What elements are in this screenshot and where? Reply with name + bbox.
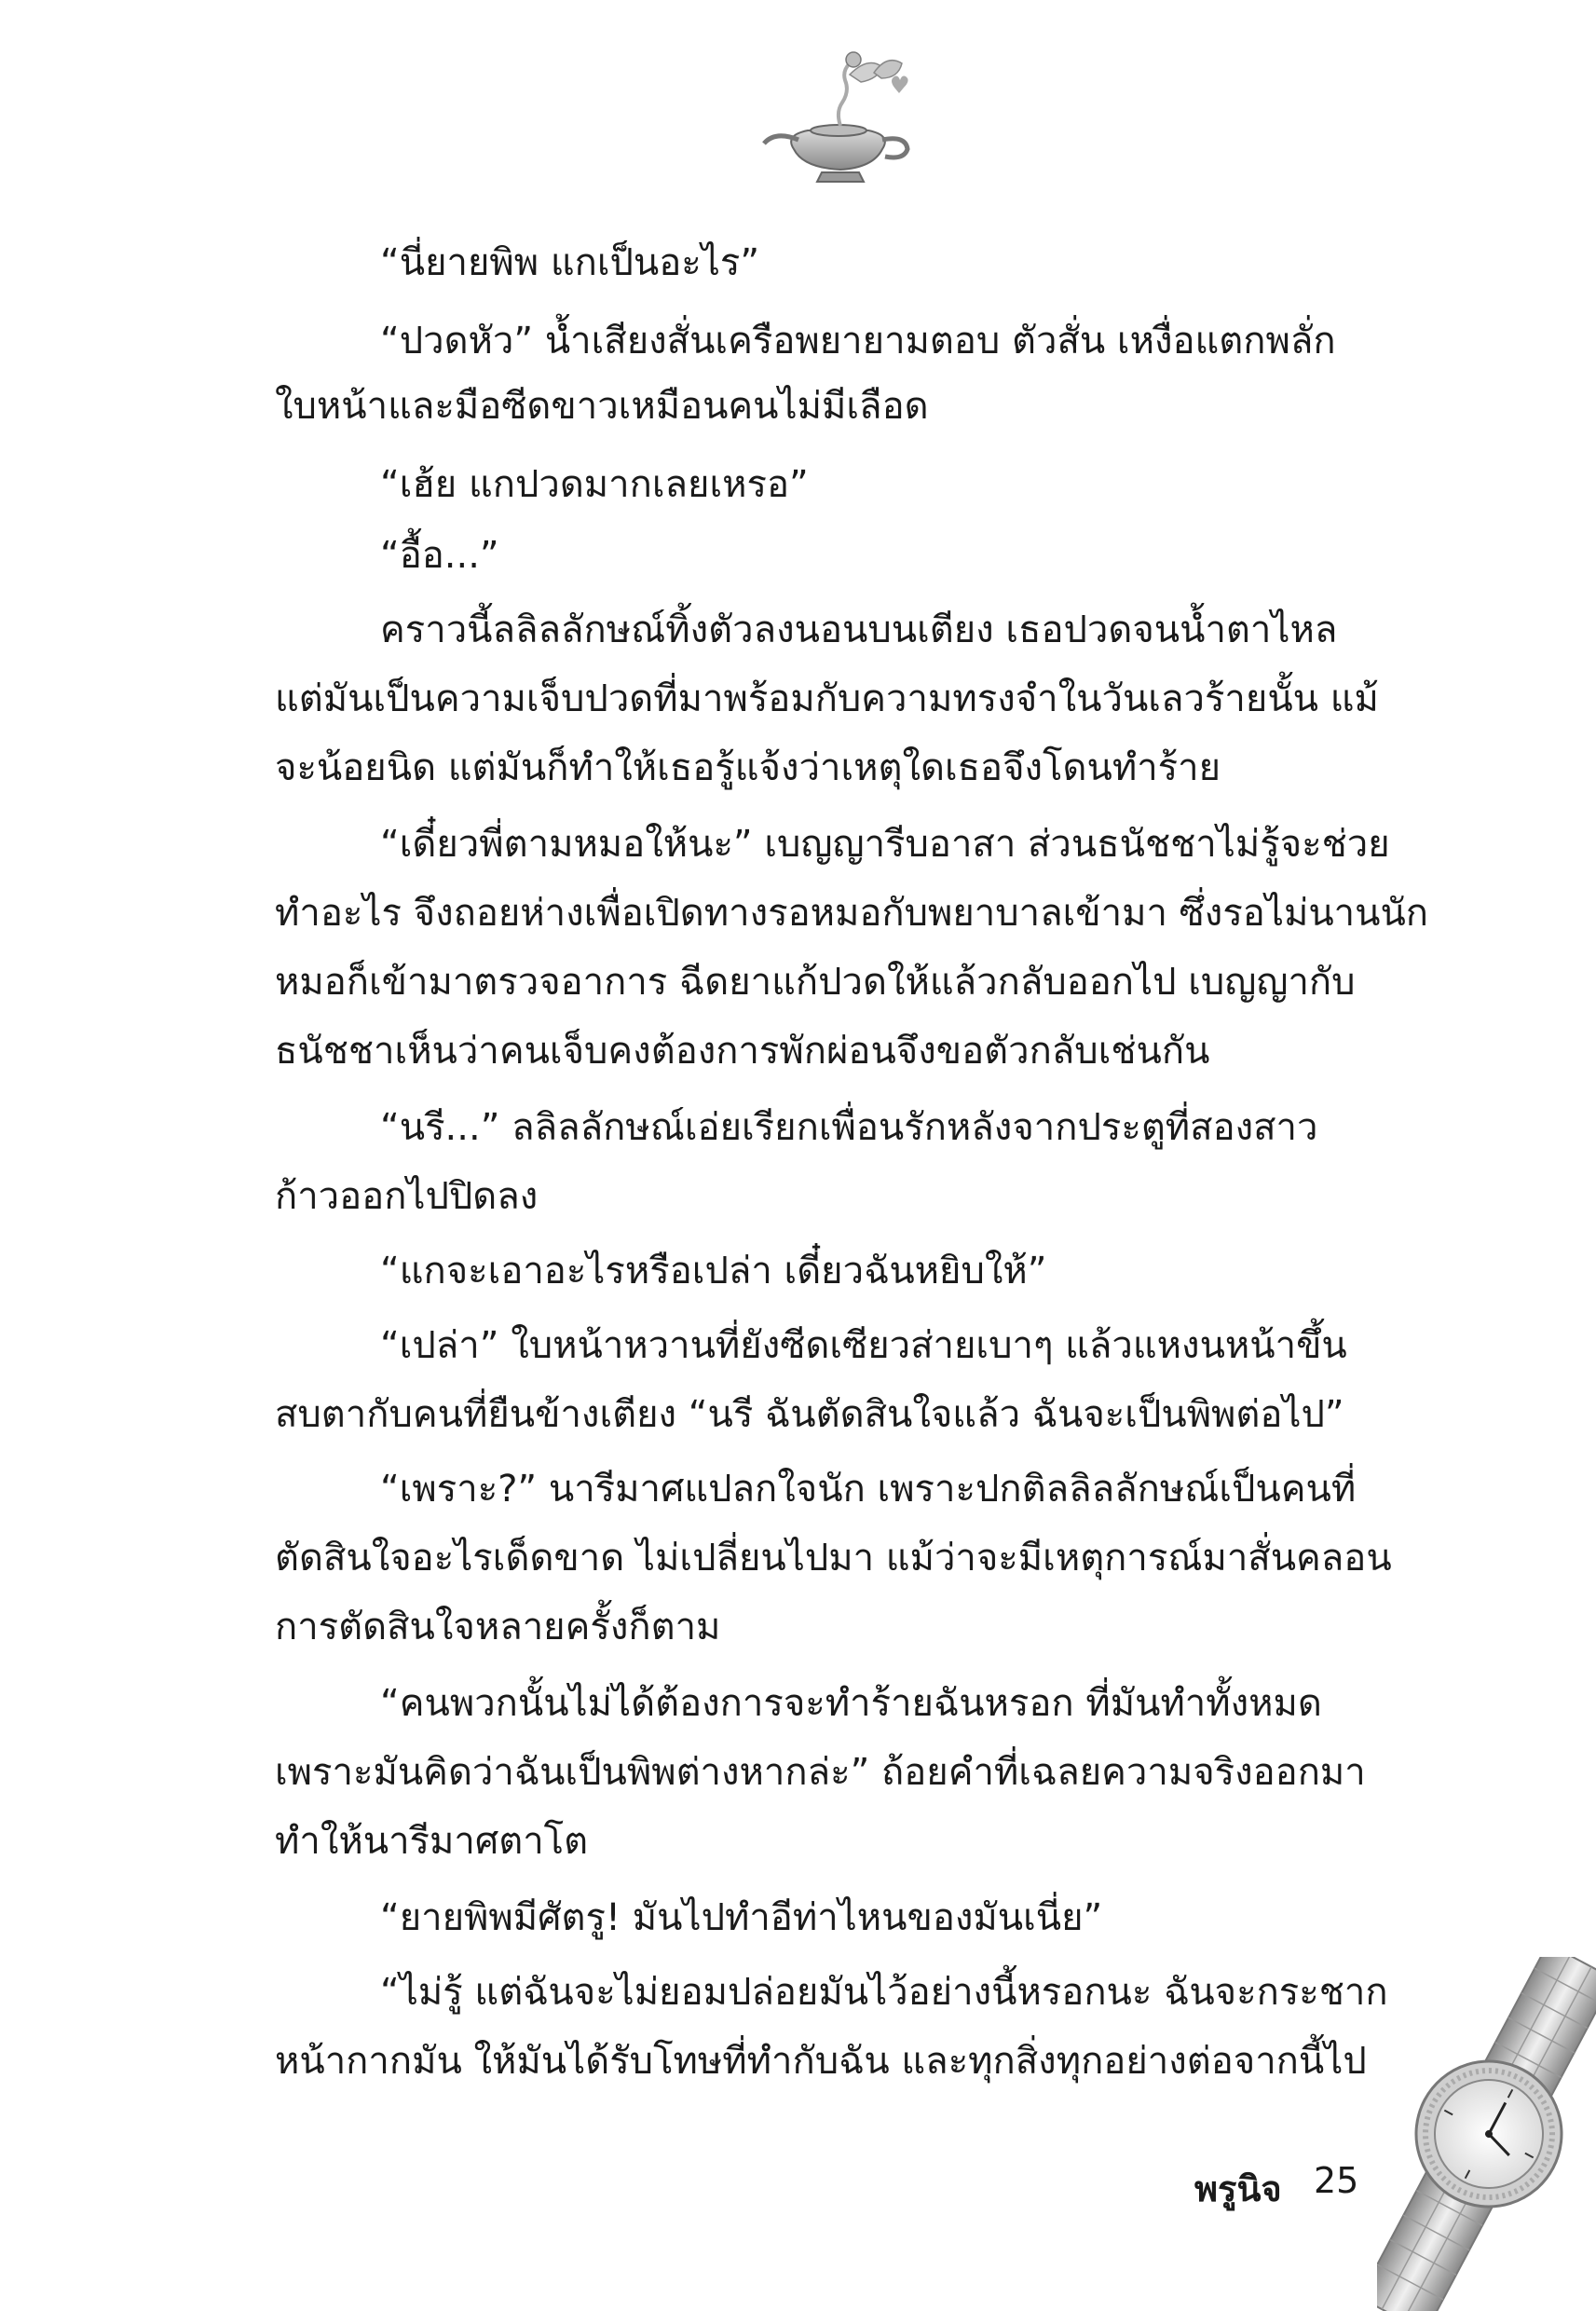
text-line: ทำอะไร จึงถอยห่างเพื่อเปิดทางรอหมอกับพยาบาลเข้ามา ซึ่งรอไม่นานนัก: [275, 892, 1429, 935]
running-footer-author: พรูนิจ: [1194, 2168, 1282, 2209]
text-line: ก้าวออกไปปิดลง: [275, 1175, 539, 1218]
text-line: “เฮ้ย แกปวดมากเลยเหรอ”: [380, 463, 809, 506]
text-line: “นรี...” ลลิลลักษณ์เอ่ยเรียกเพื่อนรักหลังจากประตูที่สองสาว: [380, 1106, 1318, 1149]
text-line: “เพราะ?” นารีมาศแปลกใจนัก เพราะปกติลลิลลักษณ์เป็นคนที่: [380, 1468, 1357, 1511]
text-line: แต่มันเป็นความเจ็บปวดที่มาพร้อมกับความทรงจำในวันเลวร้ายนั้น แม้: [275, 677, 1379, 720]
text-line: ใบหน้าและมือซีดขาวเหมือนคนไม่มีเลือด: [275, 385, 929, 428]
text-line: “เดี๋ยวพี่ตามหมอให้นะ” เบญญารีบอาสา ส่วนธนัชชาไม่รู้จะช่วย: [380, 823, 1390, 866]
page-number: 25: [1314, 2160, 1359, 2201]
text-line: หน้ากากมัน ให้มันได้รับโทษที่ทำกับฉัน และทุกสิ่งทุกอย่างต่อจากนี้ไป: [275, 2040, 1367, 2083]
text-line: หมอก็เข้ามาตรวจอาการ ฉีดยาแก้ปวดให้แล้วกลับออกไป เบญญากับ: [275, 961, 1356, 1004]
text-line: ทำให้นารีมาศตาโต: [275, 1820, 589, 1863]
text-line: จะน้อยนิด แต่มันก็ทำให้เธอรู้แจ้งว่าเหตุใดเธอจึงโดนทำร้าย: [275, 746, 1221, 789]
text-line: คราวนี้ลลิลลักษณ์ทิ้งตัวลงนอนบนเตียง เธอปวดจนน้ำตาไหล: [380, 609, 1338, 651]
text-line: “แกจะเอาอะไรหรือเปล่า เดี๋ยวฉันหยิบให้”: [380, 1250, 1047, 1292]
text-line: “นี่ยายพิพ แกเป็นอะไร”: [380, 241, 760, 284]
text-line: การตัดสินใจหลายครั้งก็ตาม: [275, 1606, 721, 1648]
wristwatch-icon: [1377, 1957, 1596, 2311]
text-line: เพราะมันคิดว่าฉันเป็นพิพต่างหากล่ะ” ถ้อยคำที่เฉลยความจริงออกมา: [275, 1751, 1366, 1794]
text-line: สบตากับคนที่ยืนข้างเตียง “นรี ฉันตัดสินใจแล้ว ฉันจะเป็นพิพต่อไป”: [275, 1393, 1344, 1436]
text-line: “เปล่า” ใบหน้าหวานที่ยังซีดเซียวส่ายเบาๆ แล้วแหงนหน้าขึ้น: [380, 1324, 1347, 1367]
text-line: “ไม่รู้ แต่ฉันจะไม่ยอมปล่อยมันไว้อย่างนี้หรอกนะ ฉันจะกระชาก: [380, 1971, 1388, 2014]
genie-lamp-icon: [757, 47, 915, 186]
text-line: ตัดสินใจอะไรเด็ดขาด ไม่เปลี่ยนไปมา แม้ว่าจะมีเหตุการณ์มาสั่นคลอน: [275, 1537, 1392, 1579]
text-line: ธนัชชาเห็นว่าคนเจ็บคงต้องการพักผ่อนจึงขอตัวกลับเช่นกัน: [275, 1030, 1210, 1073]
text-line: “ยายพิพมีศัตรู! มันไปทำอีท่าไหนของมันเนี่ย”: [380, 1896, 1103, 1939]
text-line: “อื้อ...”: [380, 534, 499, 577]
text-line: “คนพวกนั้นไม่ได้ต้องการจะทำร้ายฉันหรอก ที่มันทำทั้งหมด: [380, 1682, 1322, 1725]
text-line: “ปวดหัว” น้ำเสียงสั่นเครือพยายามตอบ ตัวสั่น เหงื่อแตกพลั่ก: [380, 320, 1336, 362]
